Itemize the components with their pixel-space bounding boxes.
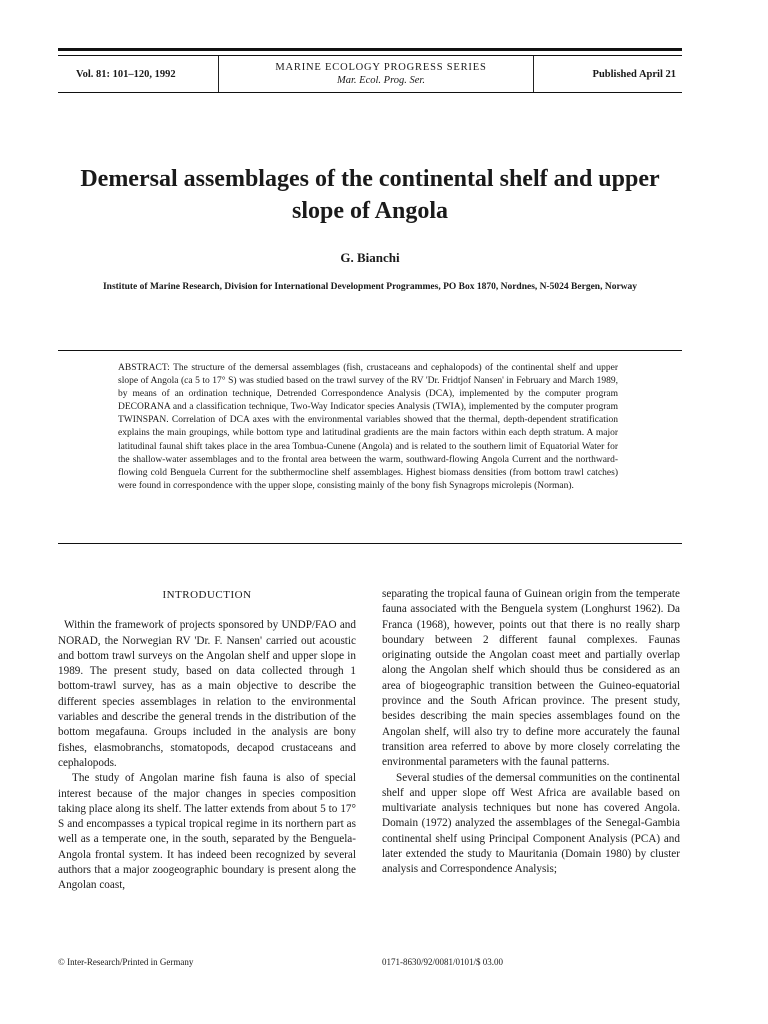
journal-name: MARINE ECOLOGY PROGRESS SERIES [275, 62, 487, 73]
abstract: ABSTRACT: The structure of the demersal assemblages (fish, crustaceans and cephalopods) of the continental shelf and upper slope of Angola (ca 5 to 17° S) was studied based on the trawl survey of the RV 'Dr. Fridtjof Nansen' in February and March 1989, by means of an ordination technique, Detrended Correspondence Analysis (DCA), implemented by the computer program DECORANA and a classification technique, Two-Way Indicator species Analysis (TWIA), implemented by the computer program TWINSPAN. Correlation of DCA axes with the environmental variables showed that the thermal, depth-dependent stratification explains the main groupings, while bottom type and latitudinal gradients are the main factors within each depth stratum. A major latitudinal faunal shift takes place in the area Tombua-Cunene (Angola) and is related to the southern limit of Equatorial Water for the shallow-water assemblages and to the frontal area between the warm, southward-flowing Angola Current and the northward-flowing cold Benguela Current for the subthermocline shelf assemblages. Highest biomass densities (from bottom trawl catches) were found in correspondence with the upper slope, consisting mainly of the bony fish Synagrops microlepis (Norman). [118, 363, 618, 491]
article-title: Demersal assemblages of the continental shelf and upper slope of Angola [80, 166, 660, 224]
journal-abbreviation: Mar. Ecol. Prog. Ser. [337, 75, 425, 86]
journal-info [236, 61, 526, 87]
header-top-rule [58, 48, 682, 51]
body-paragraph: separating the tropical fauna of Guinean origin from the temperate fauna associated with the Benguela system (Longhurst 1962). Da Franca (1968), however, points out that there is no really sharp boundary between 2 different faunal complexes. Faunas originating outside the Angolan coast meet and partially overlap along the Angolan shelf which should thus be considered as an area of biogeographic transition between the Guineo-equatorial province and the South African province. The present study, besides describing the main species assemblages found on the Angolan shelf, will also try to define more accurately the faunal transition area referred to above by more closely correlating the environmental parameters with the faunal patterns. [382, 588, 680, 769]
abstract-top-rule [58, 350, 682, 351]
header-box-bottom-rule [58, 92, 682, 93]
volume-info: Vol. 81: 101–120, 1992 [76, 68, 176, 80]
article-code: 0171-8630/92/0081/0101/$ 03.00 [382, 957, 503, 967]
body-paragraph: The study of Angolan marine fish fauna is also of special interest because of the major changes in species composition taking place along its shelf. The latter extends from about 5 to 17° S and encompasses a typical tropical regime in its northern part as well as a temperate one, in the south, separated by the Benguela-Angola frontal system. It has indeed been recognized by several authors that a major zoogeographic boundary is present along the Angolan coast, [58, 772, 356, 892]
body-column-right [382, 587, 680, 878]
abstract-bottom-rule [58, 543, 682, 544]
body-column-left [58, 588, 356, 894]
body-paragraph: Several studies of the demersal communities on the continental shelf and upper slope off West Africa are available based on multivariate analysis techniques but none has covered Angola. Domain (1972) analyzed the assemblages of the Senegal-Gambia continental shelf using Principal Component Analysis (PCA) and later extended the study to Mauritania (Domain 1980) by cluster analysis and Correspondence Analysis; [382, 771, 680, 876]
article-author: G. Bianchi [340, 250, 400, 265]
author-affiliation: Institute of Marine Research, Division for International Development Programmes, PO Box 1870, Nordnes, N-5024 Bergen, Norway [102, 282, 638, 292]
running-header [58, 56, 682, 92]
publication-date: Published April 21 [592, 68, 676, 80]
copyright-notice: © Inter-Research/Printed in Germany [58, 957, 194, 967]
section-heading-introduction: INTRODUCTION [162, 589, 252, 601]
body-paragraph: Within the framework of projects sponsored by UNDP/FAO and NORAD, the Norwegian RV 'Dr. F. Nansen' carried out acoustic and bottom trawl surveys on the Angolan shelf and upper slope in 1989. The present study, based on data collected through 1 bottom-trawl survey, has as a main objective to describe the different species assemblages in relation to the environmental variables and describe the general trends in the distribution of the bottom megafauna. Groups included in the analysis are bony fishes, elasmobranchs, stomatopods, decapod crustaceans and cephalopods. [58, 619, 356, 769]
